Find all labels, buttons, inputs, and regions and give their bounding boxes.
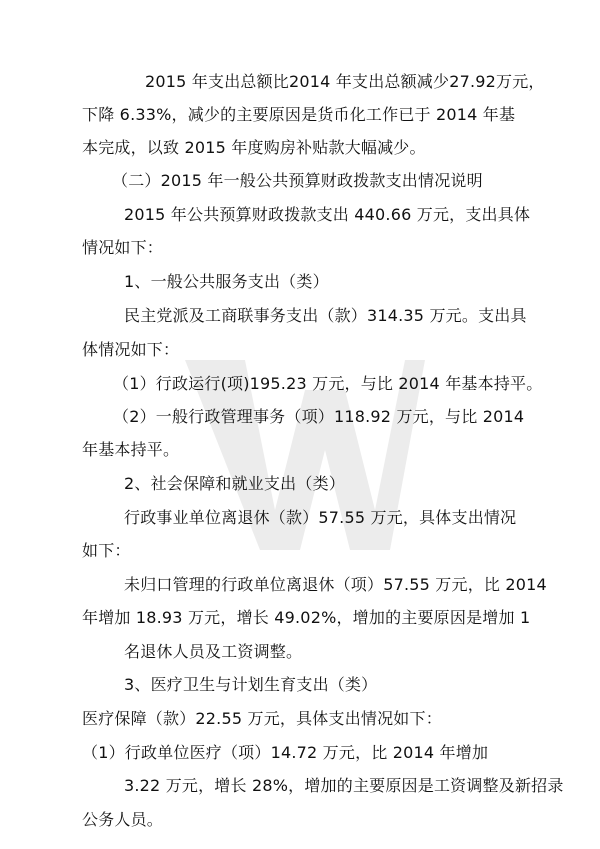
text-line-21: （1）行政单位医疗（项）14.72 万元，比 2014 年增加 [82,743,489,762]
text-line-18: 名退休人员及工资调整。 [124,642,303,661]
text-line-8: 民主党派及工商联事务支出（款）314.35 万元。支出具 [124,306,527,325]
category-heading-1: 1、一般公共服务支出（类） [124,272,329,291]
section-heading: （二）2015 年一般公共预算财政拨款支出情况说明 [112,171,483,190]
text-line-3: 本完成，以致 2015 年度购房补贴款大幅减少。 [82,138,426,157]
text-line-6: 情况如下： [82,238,164,257]
text-line-14: 行政事业单位离退休（款）57.55 万元，具体支出情况 [124,508,517,527]
text-line-23: 公务人员。 [82,810,164,829]
text-line-9: 体情况如下： [82,340,180,359]
text-line-2: 下降 6.33%，减少的主要原因是货币化工作已于 2014 年基 [82,105,516,124]
text-line-11: （2）一般行政管理事务（项）118.92 万元，与比 2014 [113,407,525,426]
text-line-22: 3.22 万元，增长 28%，增加的主要原因是工资调整及新招录 [124,776,564,795]
text-line-12: 年基本持平。 [82,440,180,459]
text-line-5: 2015 年公共预算财政拨款支出 440.66 万元，支出具体 [124,205,531,224]
wps-watermark-logo [175,320,475,580]
text-line-16: 未归口管理的行政单位离退休（项）57.55 万元，比 2014 [124,575,547,594]
text-line-17: 年增加 18.93 万元，增长 49.02%，增加的主要原因是增加 1 [82,608,531,627]
text-line-1: 2015 年支出总额比2014 年支出总额减少27.92万元， [145,72,545,91]
text-line-20: 医疗保障（款）22.55 万元，具体支出情况如下： [82,709,442,728]
text-line-10: （1）行政运行(项)195.23 万元，与比 2014 年基本持平。 [113,374,543,393]
category-heading-3: 3、医疗卫生与计划生育支出（类） [124,675,378,694]
category-heading-2: 2、社会保障和就业支出（类） [124,474,345,493]
text-line-15: 如下： [82,541,131,560]
